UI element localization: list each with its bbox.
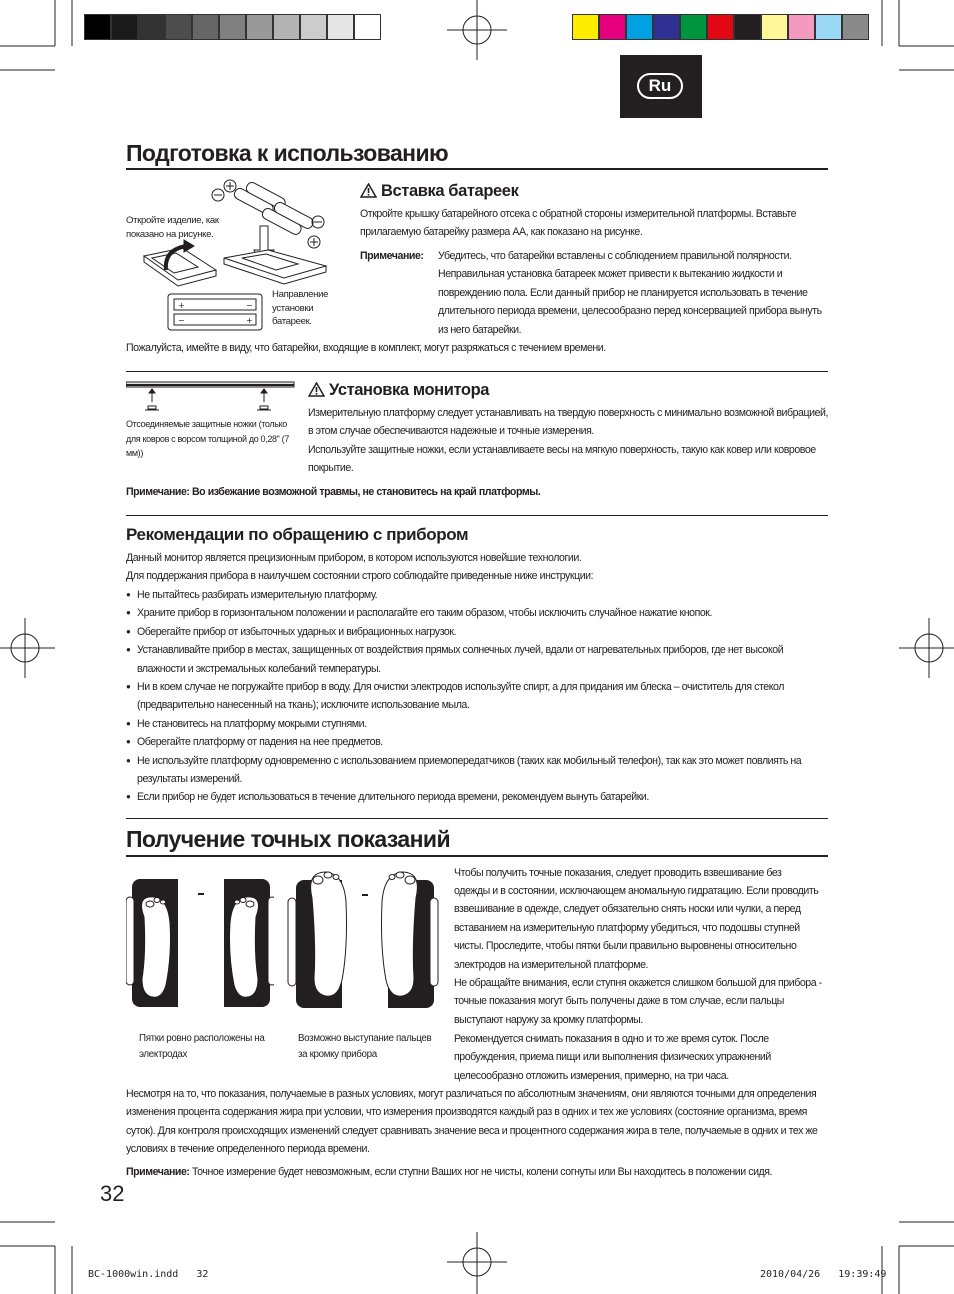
warning-icon [360,183,377,198]
battery-note-text: Убедитесь, что батарейки вставлены с соблюдением правильной полярности. Неправильная установка батареек может привести к вытеканию жидкости и повреждению пола. Если данный прибор не планируется использовать в течение длительного периода времени, целесообразно перед консервацией прибора вынуть из него батарейки. [438,250,822,336]
battery-note-label: Примечание: [360,250,424,262]
battery-footer-text: Пожалуйста, имейте в виду, что батарейки, входящие в комплект, могут разряжаться с течением времени. [126,342,606,354]
section-title-accurate-readings: Получение точных показаний [126,826,450,852]
battery-heading-text: Вставка батареек [381,182,519,200]
monitor-heading-text: Установка монитора [329,381,490,399]
print-footer-datetime: 2010/04/26 19:39:49 [760,1269,887,1280]
registration-mark-bottom [447,1232,507,1294]
care-list-item: ● Не пытайтесь разбирать измерительную платформу. [126,586,832,604]
feet-on-electrodes-figure [126,875,274,1011]
accurate-note [126,1163,772,1181]
svg-text:−: − [246,301,253,310]
accurate-bottom-text: Несмотря на то, что показания, получаемые в разных условиях, могут различаться по абсолютным значениям, они являются точными для определения изменения процента содержания жира при условии, что измерения производятся каждый раз в одних и тех же условиях (состояние организма, время суток). Для контроля происходящих изменений следует сравнивать значение веса и процентного содержания жира в теле, получаемые в одних и тех же условиях в течение определенного периода времени. [126,1088,818,1156]
feet-figure-caption-2: Возможно выступание пальцев за кромку прибора [298,1033,432,1060]
accurate-text-1-first-line: Чтобы получить точные показания, следует проводить взвешивание без [454,867,782,879]
page-number: 32 [100,1181,125,1206]
care-list-item: ● Оберегайте платформу от падения на нее предметов. [126,733,832,751]
warning-icon [308,382,325,397]
toes-over-edge-figure [284,868,442,1011]
care-list-item: ● Оберегайте прибор от избыточных ударных и вибрационных нагрузок. [126,623,832,641]
svg-text:−: − [178,316,185,325]
care-intro-2: Для поддержания прибора в наилучшем состоянии строго соблюдайте приведенные ниже инструкции: [126,570,594,582]
accurate-text-1: одежды и в состоянии, исключающем аномальную гидратацию. Если проводить взвешивание в одежде, следует обязательно снять носки или чулки, а перед вставанием на измерительную платформу убедиться, что подошвы ступней чисты. Проследите, чтобы пятки были правильно выровнены относительно электродов на измерительной платформе. [454,885,819,971]
title-rule [126,168,828,170]
battery-figure-direction-label: Направление установки батареек. [272,289,329,328]
accurate-text-3: Рекомендуется снимать показания в одно и то же время суток. После пробуждения, приема пищи или выполнения физических упражнений целесообразно отложить измерения, примерно, на три часа. [454,1033,771,1082]
battery-heading [360,181,518,201]
care-list-item: ● Устанавливайте прибор в местах, защищенных от воздействия прямых солнечных лучей, вдали от нагревательных приборов, где нет высокой влажности и экстремальных колебаний температуры. [126,641,832,678]
accurate-note-label: Примечание: [126,1166,190,1178]
care-intro-1: Данный монитор является прецизионным прибором, в котором используются новейшие технологии. [126,552,582,564]
language-badge-label: Ru [648,76,672,95]
monitor-heading [308,380,489,400]
registration-mark-top [447,0,507,60]
care-list-item: ● Не используйте платформу одновременно с использованием приемопередатчиков (таких как мобильный телефон), так как это может повлиять на результаты измерений. [126,752,832,789]
care-list-item: ● Храните прибор в горизонтальном положении и располагайте его таким образом, чтобы исключить случайное нажатие кнопок. [126,604,832,622]
care-list [126,586,832,807]
protective-feet-label: Отсоединяемые защитные ножки (только для ковров с ворсом толщиной до 0,28" (7 мм)) [126,419,289,458]
section-title-preparation: Подготовка к использованию [126,140,449,166]
monitor-text-2: Используйте защитные ножки, если устанавливаете весы на мягкую поверхность, такую как ковер или ковровое покрытие. [308,444,816,475]
protective-feet-figure [126,380,296,414]
language-badge [620,55,702,118]
title-rule [126,855,828,857]
battery-figure-open-label: Откройте изделие, как показано на рисунке. [126,215,219,240]
divider [126,515,828,516]
monitor-text-1: Измерительную платформу следует устанавливать на твердую поверхность с минимально возможной вибрацией, в этом случае обеспечиваются надежные и точные измерения. [308,407,828,438]
care-list-item: ● Если прибор не будет использоваться в течение длительного периода времени, рекомендуем вынуть батарейки. [126,788,832,806]
registration-mark-left [0,618,55,678]
feet-figure-caption-1: Пятки ровно расположены на электродах [139,1033,265,1060]
accurate-text-2: Не обращайте внимания, если ступня окажется слишком большой для прибора - точные показания могут быть получены даже в том случае, если пальцы выступают наружу за кромку платформы. [454,977,822,1026]
monitor-note: Примечание: Во избежание возможной травмы, не становитесь на край платформы. [126,486,541,498]
care-list-item: ● Ни в коем случае не погружайте прибор в воду. Для очистки электродов используйте спирт, а для придания им блеска – очиститель для стекол (предварительно нанесенный на ткань); исключите использование мыла. [126,678,832,715]
care-heading: Рекомендации по обращению с прибором [126,525,469,544]
care-list-item: ● Не становитесь на платформу мокрыми ступнями. [126,715,832,733]
accurate-note-text: Точное измерение будет невозможным, если ступни Ваших ног не чисты, колени согнуты или Вы находитесь в положении сидя. [189,1166,773,1178]
svg-text:+: + [246,316,253,325]
battery-text: Откройте крышку батарейного отсека с обратной стороны измерительной платформы. Вставьте прилагаемую батарейку размера AA, как показано на рисунке. [360,208,797,239]
svg-text:+: + [178,301,185,310]
registration-mark-right [899,618,954,678]
print-footer-file: BC-1000win.indd 32 [88,1269,209,1280]
divider [126,371,828,372]
divider [126,818,828,819]
